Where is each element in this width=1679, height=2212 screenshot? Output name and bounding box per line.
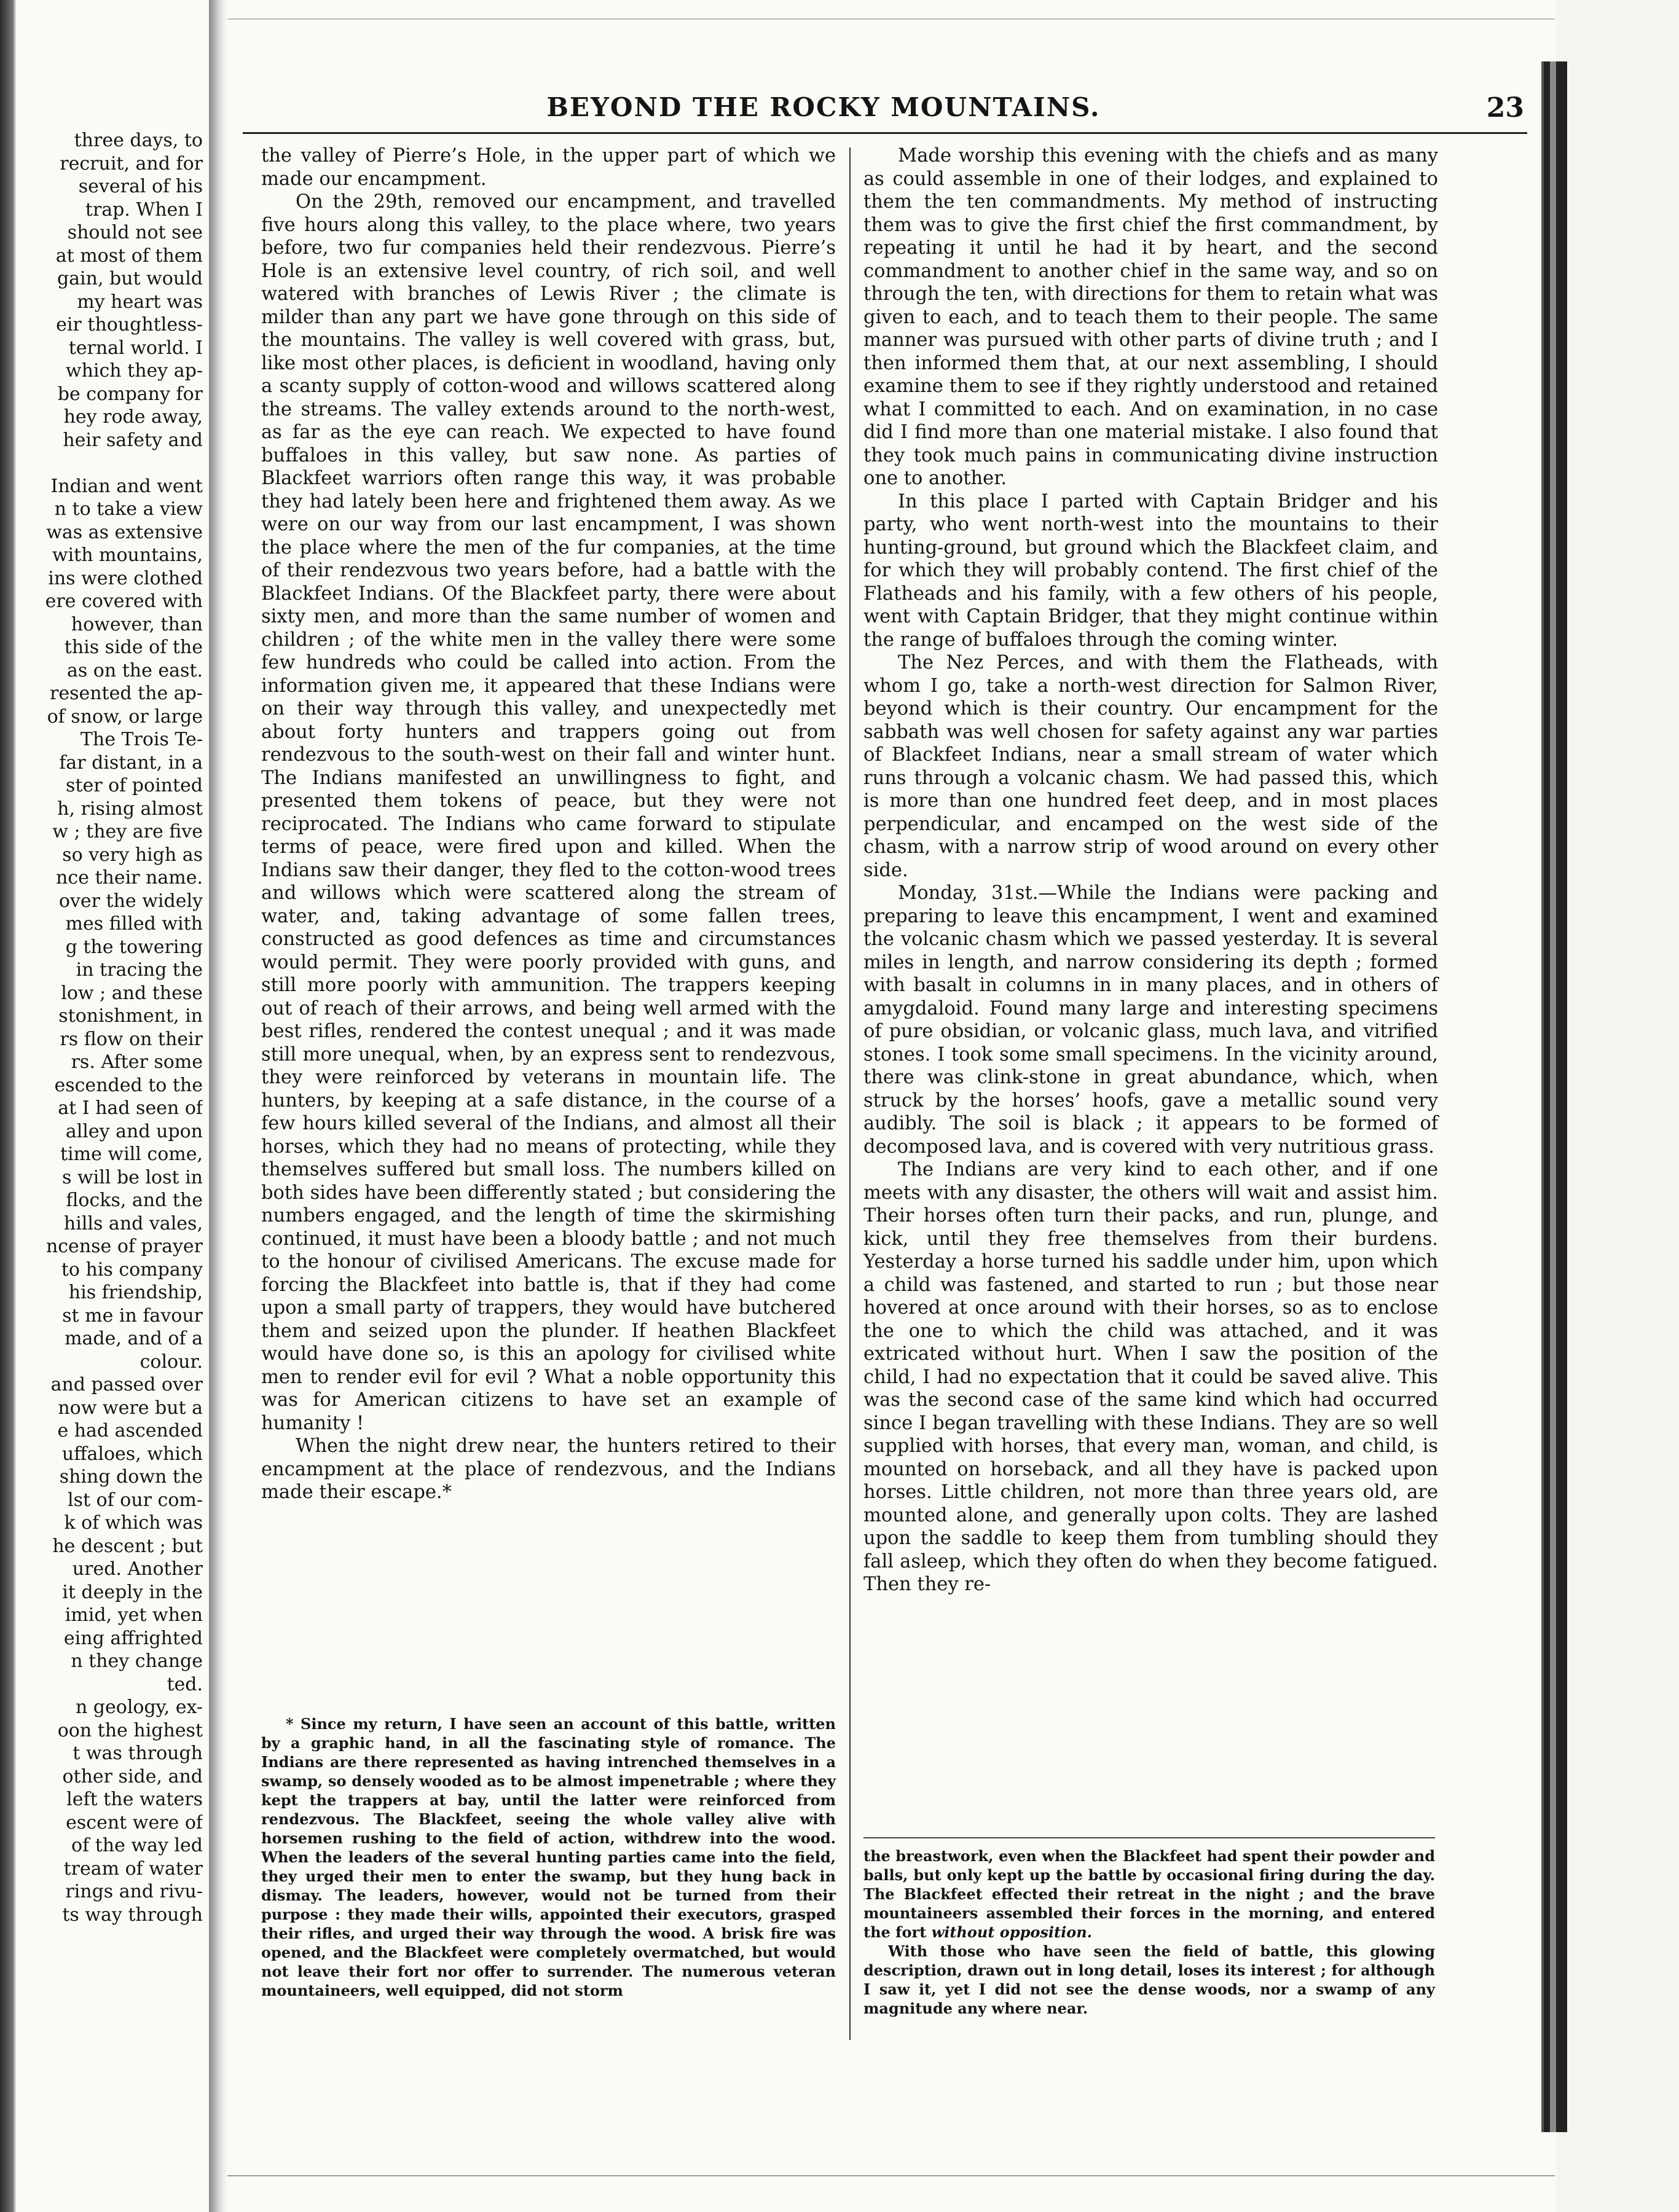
fragment-line: with mountains,	[52, 544, 203, 566]
paragraph: In this place I parted with Captain Bridger and his party, who went north-west into the mountains to their hunting-ground, but ground which the Blackfeet claim, and for which they will probably contend. The first chief of the Flatheads and his family, with a few others of his people, went with Captain Bridger, that they might continue within the range of buffaloes through the coming winter.	[863, 490, 1438, 651]
fragment-line: oon the highest	[57, 1719, 203, 1741]
paragraph: the valley of Pierre’s Hole, in the upper part of which we made our encampment.	[261, 145, 836, 190]
column-divider	[849, 147, 851, 2040]
fragment-line: far distant, in a	[59, 751, 203, 774]
fragment-line: stonishment, in	[58, 1005, 203, 1027]
footnote-second-paragraph: With those who have seen the field of battle, this glowing description, drawn out in long detail, loses its interest ; for although I saw it, yet I did not see the dense woods, nor a swamp of any magnitude any where near.	[863, 1942, 1435, 2017]
fragment-line: ternal world. I	[68, 337, 203, 359]
fragment-line: rs. After some	[71, 1051, 203, 1073]
fragment-line: of the way led	[71, 1835, 203, 1856]
fragment-line: k of which was	[64, 1512, 203, 1534]
fragment-line: trap. When I	[85, 198, 203, 221]
fragment-line: n to take a view	[54, 498, 203, 520]
fragment-line: several of his	[78, 176, 203, 197]
fragment-line: low ; and these	[61, 982, 203, 1004]
fragment-line: shing down the	[59, 1466, 203, 1488]
fragment-line: heir safety and	[63, 429, 203, 451]
running-head: BEYOND THE ROCKY MOUNTAINS.	[546, 92, 1101, 122]
fragment-line: alley and upon	[65, 1120, 203, 1142]
right-frame	[1556, 0, 1679, 2212]
fragment-line: rs flow on their	[60, 1028, 203, 1050]
fragment-line: other side, and	[62, 1765, 203, 1787]
fragment-line: was as extensive	[46, 521, 203, 543]
fragment-line: should not see	[67, 222, 203, 243]
fragment-line: The Trois Te-	[80, 729, 203, 750]
fragment-line: at most of them	[55, 245, 203, 267]
fragment-line: nce their name.	[56, 867, 203, 888]
header-rule	[243, 132, 1527, 134]
left-column	[261, 144, 836, 1656]
fragment-line: e had ascended	[57, 1420, 203, 1441]
footnote-left	[261, 1714, 836, 2000]
fragment-line: which they ap-	[65, 360, 203, 382]
fragment-line: made, and of a	[65, 1328, 203, 1349]
fragment-line: three days, to	[74, 130, 203, 151]
fragment-line: Indian and went	[50, 475, 203, 497]
previous-page-fragment	[18, 129, 203, 2157]
fragment-line: hey rode away,	[63, 406, 203, 428]
fragment-line: n geology, ex-	[75, 1696, 203, 1718]
fragment-line: now were but a	[58, 1397, 203, 1419]
fragment-line: escent were of	[66, 1811, 203, 1834]
fragment-line: over the widely	[58, 890, 203, 912]
fragment-line	[18, 452, 203, 475]
fragment-line: n they change	[71, 1650, 203, 1672]
footnote-italic-phrase: without opposition.	[931, 1923, 1093, 1941]
fragment-line: it deeply in the	[62, 1581, 203, 1603]
fragment-line: of snow, or large	[47, 705, 203, 728]
page-number: 23	[1486, 92, 1524, 124]
fragment-line: h, rising almost	[57, 798, 203, 820]
fragment-line: ured. Another	[72, 1558, 203, 1580]
fragment-line: s will be lost in	[62, 1166, 203, 1188]
fragment-line: colour.	[140, 1351, 203, 1373]
fragment-line: however, than	[71, 613, 203, 635]
fragment-line: as on the east.	[66, 659, 203, 681]
fragment-line: gain, but would	[57, 268, 203, 289]
book-edge-shadow	[0, 0, 16, 2212]
footnote-continuation	[863, 1846, 1435, 1942]
fragment-line: mes filled with	[65, 913, 203, 935]
fragment-line: my heart was	[77, 291, 203, 313]
bottom-page-edge	[227, 2175, 1555, 2176]
fragment-line: he descent ; but	[52, 1535, 203, 1557]
right-page-border	[1541, 61, 1567, 2132]
fragment-line: at I had seen of	[58, 1097, 203, 1119]
fragment-line: escended to the	[54, 1074, 203, 1096]
fragment-line: g the towering	[65, 936, 203, 958]
paragraph: When the night drew near, the hunters retired to their encampment at the place of rendezvous, and the Indians made their escape.*	[261, 1435, 836, 1503]
fragment-line: w ; they are five	[52, 821, 203, 842]
fragment-line: ins were clothed	[48, 567, 203, 589]
fragment-line: resented the ap-	[49, 683, 203, 704]
fragment-line: ere covered with	[45, 590, 203, 612]
fragment-line: his friendship,	[68, 1282, 203, 1303]
fragment-line: ted.	[167, 1673, 203, 1695]
fragment-line: ts way through	[62, 1904, 203, 1926]
fragment-line: so very high as	[62, 844, 203, 866]
top-page-edge	[227, 18, 1555, 20]
paragraph: Monday, 31st.—While the Indians were packing and preparing to leave this encampment, I went and examined the volcanic chasm which we passed yesterday. It is several miles in length, and narrow considering its depth ; formed with basalt in columns in in many places, and in others of amygdaloid. Found many large and interesting specimens of pure obsidian, or volcanic glass, much lava, and vitrified stones. I took some small specimens. In the vicinity around, there was clink-stone in great abundance, which, when struck by the horses’ hoofs, gave a metallic sound very audibly. The soil is black ; it appears to be formed of decomposed lava, and is covered with very nutritious grass.	[863, 882, 1438, 1158]
footnote-right	[863, 1846, 1435, 2018]
right-column	[863, 144, 1438, 1840]
fragment-line: t was through	[73, 1743, 203, 1764]
footnote-rule	[863, 1837, 1435, 1838]
fragment-line: recruit, and for	[60, 152, 203, 175]
fragment-line: and passed over	[50, 1374, 203, 1395]
paragraph: The Nez Perces, and with them the Flatheads, with whom I go, take a north-west direction for Salmon River, beyond which is their country. Our encampment for the sabbath was well chosen for safety against any war parties of Blackfeet Indians, near a small stream of water which runs through a volcanic chasm. We had passed this, which is more than one hundred feet deep, and in most places perpendicular, and encamped on the west side of the chasm, with a narrow strip of wood around on every other side.	[863, 652, 1438, 881]
fragment-line: lst of our com-	[68, 1489, 203, 1511]
fragment-line: ster of pointed	[66, 775, 203, 796]
paragraph: Made worship this evening with the chiefs and as many as could assemble in one of their lodges, and explained to them the ten commandments. My method of instructing them was to give the first chief the first commandment, by repeating it until he had it by heart, and the second commandment to another chief in the same way, and so on through the ten, with directions for them to retain what was given to each, and to teach them to their people. The same manner was pursued with other parts of divine truth ; and I then informed them that, at our next assembling, I should examine them to see if they rightly understood and retained what I committed to each. And on examination, in no case did I find more than one material mistake. I also found that they took much pains in communicating divine instruction one to another.	[863, 145, 1438, 489]
fragment-line: imid, yet when	[65, 1604, 203, 1626]
fragment-line: flocks, and the	[66, 1190, 203, 1211]
fragment-line: tream of water	[63, 1857, 203, 1880]
fragment-line: ncense of prayer	[45, 1236, 203, 1257]
paragraph: The Indians are very kind to each other, and if one meets with any disaster, the others will wait and assist him. Their horses often turn their packs, and run, plunge, and kick, until they free themselves from their burdens. Yesterday a horse turned his saddle under him, upon which a child was fastened, and started to run ; but those near hovered at once around with their horses, so as to enclose the one to which the child was attached, and it was extricated without hurt. When I saw the position of the child, I had no expectation that it could be saved alive. This was the second case of the same kind which had occurred since I began travelling with these Indians. They are so well supplied with horses, that every man, woman, and child, is mounted on horseback, and all they have is packed upon horses. Little children, not more than three years old, are mounted alone, and generally upon colts. They are lashed upon the saddle to keep them from tumbling should they fall asleep, which they often do when they become fatigued. Then they re-	[863, 1159, 1438, 1595]
fragment-line: uffaloes, which	[61, 1443, 203, 1465]
fragment-line: eing affrighted	[63, 1627, 203, 1649]
fragment-line: time will come,	[60, 1143, 203, 1165]
fragment-line: rings and rivu-	[65, 1881, 203, 1902]
fragment-line: to his company	[61, 1258, 203, 1281]
fragment-line: in tracing the	[76, 959, 203, 981]
paragraph: On the 29th, removed our encampment, and travelled five hours along this valley, to the place where, two years before, two fur companies held their rendezvous. Pierre’s Hole is an extensive level country, of rich soil, and well watered with branches of Lewis River ; the climate is milder than any part we have gone through on this side of the mountains. The valley is well covered with grass, but, like most other places, is deficient in woodland, having only a scanty supply of cotton-wood and willows scattered along the streams. The valley extends around to the north-west, as far as the eye can reach. We expected to have found buffaloes in this valley, but saw none. As parties of Blackfeet warriors often range this way, it was probable they had lately been here and frightened them away. As we were on our way from our last encampment, I was shown the place where the men of the fur companies, at the time of their rendezvous two years before, had a battle with the Blackfeet Indians. Of the Blackfeet party, there were about sixty men, and more than the same number of women and children ; of the white men in the valley there were some few hundreds who could be called into action. From the information given me, it appeared that these Indians were on their way through this valley, and unexpectedly met about forty hunters and trappers going out from rendezvous to the south-west on their fall and winter hunt. The Indians manifested an unwillingness to fight, and presented them tokens of peace, but they were not reciprocated. The Indians who came forward to stipulate terms of peace, were fired upon and killed. When the Indians saw their danger, they fled to the cotton-wood trees and willows which were scattered along the stream of water, and, taking advantage of some fallen trees, constructed as good defences as time and circumstances would permit. They were poorly provided with guns, and still more poorly with ammunition. The trappers keeping out of reach of their arrows, and being well armed with the best rifles, rendered the contest unequal ; and it was made still more unequal, when, by an express sent to rendezvous, they were reinforced by veterans in mountain life. The hunters, by keeping at a safe distance, in the course of a few hours killed several of the Indians, and almost all their horses, which they had no means of protecting, while they themselves suffered but small loss. The numbers killed on both sides have been differently stated ; but considering the numbers engaged, and the length of time the skirmishing continued, it must have been a bloody battle ; and not much to the honour of civilised Americans. The excuse made for forcing the Blackfeet into battle is, that if they had come upon a small party of trappers, they would have butchered them and seized upon the plunder. If heathen Blackfeet would have done so, is this an apology for civilised white men to render evil for evil ? What a noble opportunity this was for American citizens to have set an example of humanity !	[261, 191, 836, 1434]
fragment-line: hills and vales,	[63, 1212, 203, 1234]
fragment-line: st me in favour	[62, 1304, 203, 1327]
fragment-line: this side of the	[64, 637, 203, 658]
footnote-text: * Since my return, I have seen an account of this battle, written by a graphic hand, in all the fascinating style of romance. The Indians are there represented as having intrenched themselves in a swamp, so densely wooded as to be almost impenetrable ; where they kept the trappers at bay, until the latter were reinforced from rendezvous. The Blackfeet, seeing the whole valley alive with horsemen rushing to the field of action, withdrew into the wood. When the leaders of the several hunting parties came into the field, they urged their men to enter the swamp, but they hung back in dismay. The leaders, however, would not be turned from their purpose : they made their wills, appointed their executors, grasped their rifles, and urged their way through the wood. A brisk fire was opened, and the Blackfeet were completely overmatched, but would not leave their fort nor offer to surrender. The numerous veteran mountaineers, well equipped, did not storm	[261, 1715, 836, 1999]
fragment-line: eir thoughtless-	[56, 314, 203, 335]
fragment-line: left the waters	[66, 1789, 203, 1810]
footnote-continuation-text: the breastwork, even when the Blackfeet had spent their powder and balls, but only kept up the battle by occasional firing during the day. The Blackfeet effected their retreat in the night ; and the brave mountaineers assembled their forces in the morning, and entered the fort	[863, 1847, 1435, 1941]
page-gutter-shadow	[209, 0, 227, 2212]
fragment-line: be company for	[57, 383, 203, 405]
